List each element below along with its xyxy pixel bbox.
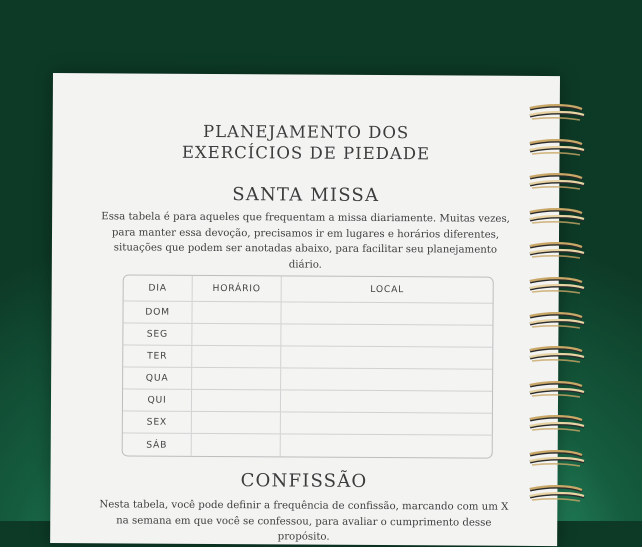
page-title bbox=[52, 120, 559, 165]
local-cell bbox=[281, 412, 492, 434]
spiral-ring-icon bbox=[528, 242, 588, 260]
table-row bbox=[123, 411, 492, 435]
spiral-ring-icon bbox=[528, 415, 588, 433]
spiral-ring-icon bbox=[528, 139, 588, 157]
day-cell: SÁB bbox=[123, 433, 192, 455]
column-header-horario: HORÁRIO bbox=[193, 276, 282, 302]
spiral-ring-icon bbox=[528, 104, 588, 122]
horario-cell bbox=[192, 302, 281, 324]
spiral-binding bbox=[528, 104, 598, 524]
table-row bbox=[123, 367, 492, 391]
table-row bbox=[123, 389, 492, 413]
day-cell: QUA bbox=[123, 367, 192, 388]
spiral-ring-icon bbox=[528, 312, 588, 330]
horario-cell bbox=[192, 412, 281, 434]
spiral-ring-icon bbox=[528, 450, 588, 468]
column-header-dia: DIA bbox=[124, 275, 193, 300]
santa-missa-description: Essa tabela é para aqueles que frequentam a missa diariamente. Muitas vezes, para manter essa devoção, precisamos ir em lugares e horários diferentes, situações que podem ser anotadas abaixo, para facilitar seu planejamento diário. bbox=[101, 211, 510, 271]
local-cell bbox=[281, 390, 492, 412]
spiral-ring-icon bbox=[528, 485, 588, 503]
spiral-ring-icon bbox=[528, 346, 588, 364]
planner-page bbox=[50, 73, 560, 546]
santa-missa-heading: SANTA MISSA bbox=[232, 184, 380, 206]
local-cell bbox=[281, 368, 492, 390]
horario-cell bbox=[192, 346, 281, 368]
horario-cell bbox=[192, 324, 281, 346]
day-cell: SEG bbox=[123, 323, 192, 344]
spiral-ring-icon bbox=[528, 173, 588, 191]
day-cell: QUI bbox=[123, 389, 192, 410]
horario-cell bbox=[192, 368, 281, 390]
table-row bbox=[123, 323, 492, 347]
day-cell: SEX bbox=[123, 411, 192, 432]
confissao-description: Nesta tabela, você pode definir a frequência de confissão, marcando com um X na semana em que você se confessou, para avaliar o cumprimento desse propósito. bbox=[99, 499, 509, 543]
missa-schedule-table bbox=[122, 274, 494, 458]
spiral-ring-icon bbox=[528, 208, 588, 226]
spiral-ring-icon bbox=[528, 381, 588, 399]
table-row bbox=[123, 433, 492, 457]
local-cell bbox=[281, 346, 492, 368]
spiral-ring-icon bbox=[528, 277, 588, 295]
local-cell bbox=[281, 324, 492, 346]
table-row bbox=[123, 301, 492, 325]
table-header-row bbox=[124, 275, 493, 303]
title-line-1: PLANEJAMENTO DOS bbox=[202, 121, 410, 143]
day-cell: TER bbox=[123, 345, 192, 366]
confissao-heading: CONFISSÃO bbox=[240, 470, 368, 492]
title-line-2: EXERCÍCIOS DE PIEDADE bbox=[181, 142, 431, 164]
local-cell bbox=[281, 434, 492, 457]
column-header-local: LOCAL bbox=[370, 283, 405, 296]
horario-cell bbox=[192, 434, 281, 457]
day-cell: DOM bbox=[123, 301, 192, 322]
table-row bbox=[123, 345, 492, 369]
horario-cell bbox=[192, 390, 281, 412]
local-cell bbox=[281, 302, 492, 324]
